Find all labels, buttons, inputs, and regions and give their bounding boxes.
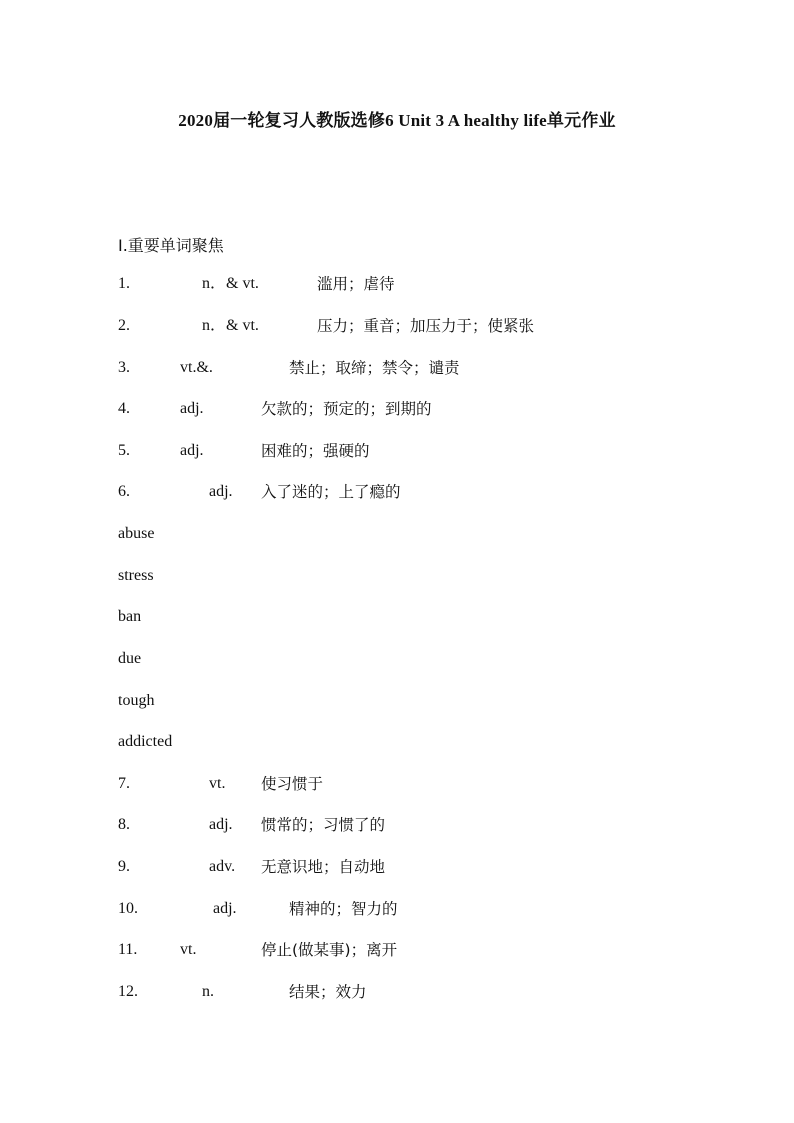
entry-number: 9. — [118, 858, 130, 875]
entry-meaning: 禁止；取缔；禁令；谴责 — [289, 359, 460, 377]
part-of-speech: adj. — [209, 483, 233, 500]
answer-text: due — [118, 650, 142, 667]
entry-meaning: 压力；重音；加压力于；使紧张 — [317, 317, 535, 335]
vocab-entry-11 — [118, 938, 618, 962]
vocab-entry-7 — [118, 772, 618, 796]
entry-number: 12. — [118, 983, 138, 1000]
page-title: 2020届一轮复习人教版选修6 Unit 3 A healthy life单元作业 — [178, 111, 616, 130]
part-of-speech: n．& vt. — [202, 317, 259, 334]
section-heading: Ⅰ.重要单词聚焦 — [118, 236, 224, 255]
entry-meaning: 使习惯于 — [261, 775, 324, 793]
vocab-entry-10 — [118, 897, 618, 921]
part-of-speech: vt.&. — [180, 359, 213, 376]
part-of-speech: adj. — [213, 900, 237, 917]
answer-word — [118, 647, 318, 671]
part-of-speech: adv. — [209, 858, 236, 875]
entry-number: 4. — [118, 400, 130, 417]
answer-text: abuse — [118, 525, 155, 542]
entry-number: 10. — [118, 900, 138, 917]
entry-meaning: 入了迷的；上了瘾的 — [261, 483, 401, 501]
entry-meaning: 欠款的；预定的；到期的 — [261, 400, 432, 418]
part-of-speech: vt. — [180, 941, 197, 958]
answer-text: ban — [118, 608, 142, 625]
answer-word — [118, 605, 318, 629]
entry-meaning: 惯常的；习惯了的 — [261, 816, 386, 834]
answer-word — [118, 522, 318, 546]
vocab-entry-6 — [118, 480, 618, 504]
entry-number: 7. — [118, 775, 130, 792]
vocab-entry-8 — [118, 813, 618, 837]
entry-number: 11. — [118, 941, 138, 958]
part-of-speech: vt. — [209, 775, 226, 792]
entry-meaning: 停止(做某事)；离开 — [261, 941, 398, 959]
entry-number: 1. — [118, 275, 130, 292]
entry-meaning: 滥用；虐待 — [317, 275, 395, 293]
vocab-entry-3 — [118, 356, 618, 380]
entry-number: 8. — [118, 816, 130, 833]
part-of-speech: adj. — [180, 442, 204, 459]
entry-meaning: 结果；效力 — [289, 983, 367, 1001]
vocab-entry-5 — [118, 439, 618, 463]
answer-word — [118, 564, 318, 588]
part-of-speech: adj. — [180, 400, 204, 417]
entry-meaning: 精神的；智力的 — [289, 900, 398, 918]
entry-number: 5. — [118, 442, 130, 459]
entry-number: 2. — [118, 317, 130, 334]
entry-meaning: 困难的；强硬的 — [261, 442, 370, 460]
vocab-entry-2 — [118, 314, 618, 338]
part-of-speech: adj. — [209, 816, 233, 833]
answer-text: stress — [118, 567, 154, 584]
entry-meaning: 无意识地；自动地 — [261, 858, 386, 876]
answer-text: addicted — [118, 733, 173, 750]
part-of-speech: n. — [202, 983, 214, 1000]
entry-number: 6. — [118, 483, 130, 500]
answer-text: tough — [118, 692, 155, 709]
vocab-entry-4 — [118, 397, 618, 421]
vocab-entry-12 — [118, 980, 618, 1004]
answer-word — [118, 689, 318, 713]
part-of-speech: n．& vt. — [202, 275, 259, 292]
answer-word — [118, 730, 318, 754]
vocab-entry-9 — [118, 855, 618, 879]
entry-number: 3. — [118, 359, 130, 376]
vocab-entry-1 — [118, 272, 618, 296]
